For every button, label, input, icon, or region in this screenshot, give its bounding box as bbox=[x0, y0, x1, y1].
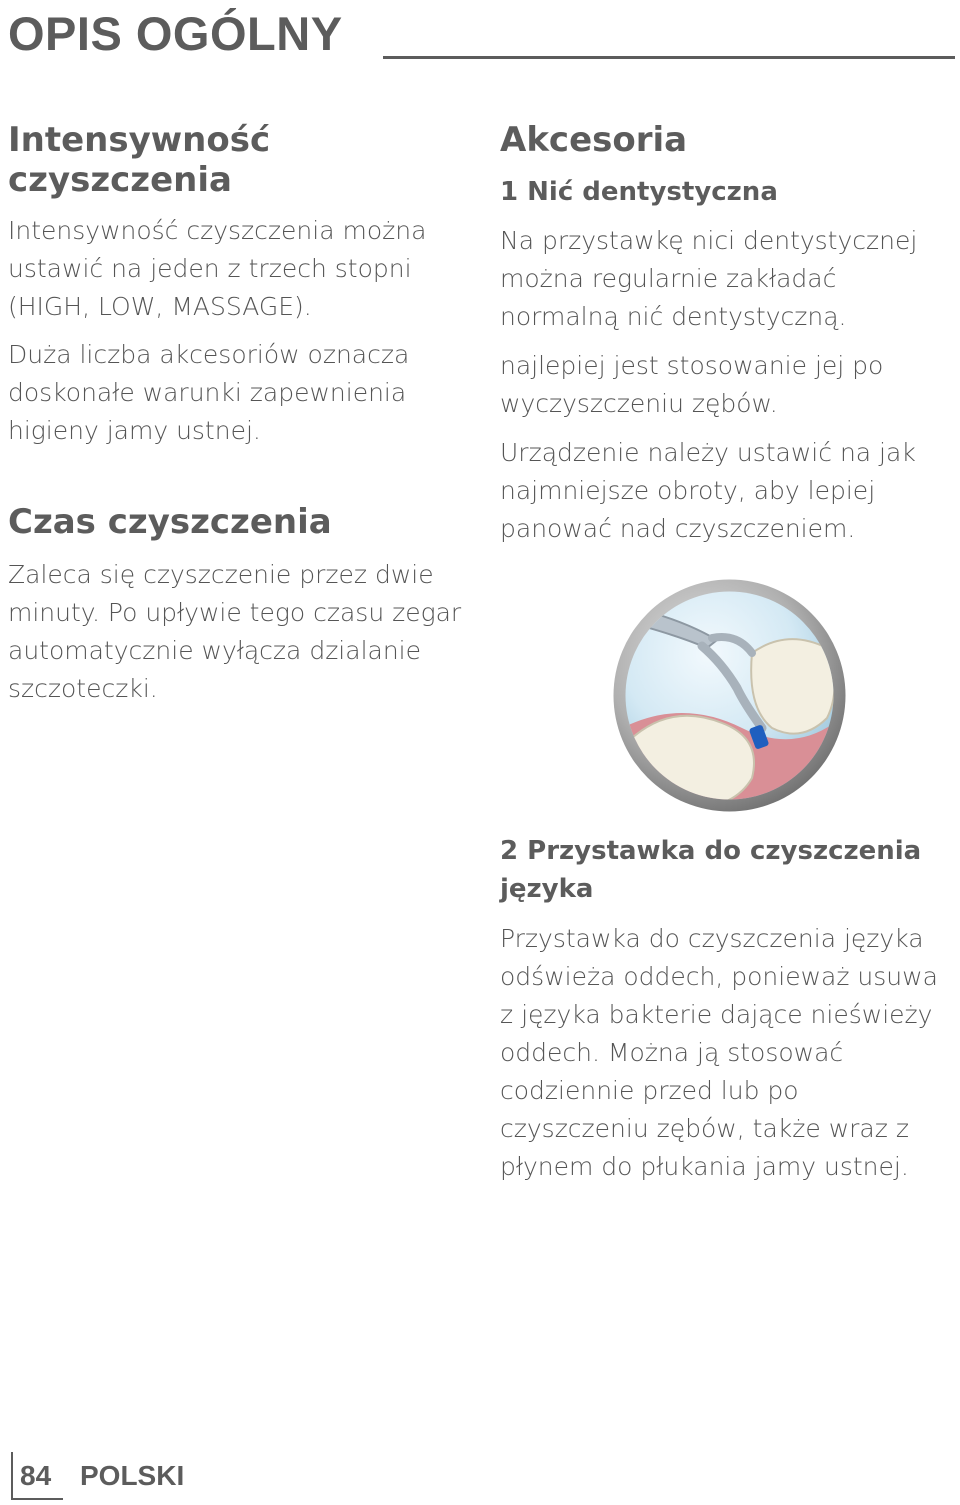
floss-illustration-svg bbox=[612, 578, 847, 813]
floss-paragraph-1: Na przystawkę nici dentystycznej można regularnie zakładać normalną nić dentystyczną. bbox=[500, 226, 918, 331]
floss-paragraph-2: najlepiej jest stosowanie jej po wyczyszczeniu zębów. bbox=[500, 351, 884, 418]
floss-paragraph-3: Urządzenie należy ustawić na jak najmniejsze obroty, aby lepiej panować nad czyszczeniem. bbox=[500, 438, 916, 543]
language-label: POLSKI bbox=[80, 1460, 185, 1491]
section-title-intensity: Intensywność czyszczenia bbox=[8, 120, 271, 200]
section-title-accessories: Akcesoria bbox=[500, 120, 688, 160]
intensity-paragraph-1: Intensywność czyszczenia można ustawić na jeden z trzech stopni (HIGH, LOW, MASSAGE). bbox=[8, 216, 427, 321]
floss-subtitle: 1 Nić dentystyczna bbox=[500, 177, 778, 207]
tongue-cleaner-subtitle: 2 Przystawka do czyszczenia języka bbox=[500, 836, 922, 904]
page-number: 84 bbox=[20, 1460, 52, 1491]
page-title: OPIS OGÓLNY bbox=[8, 7, 343, 60]
intensity-paragraph-2: Duża liczba akcesoriów oznacza doskonałe warunki zapewnienia higieny jamy ustnej. bbox=[8, 340, 410, 445]
tooth-upper bbox=[751, 639, 834, 734]
footer-bar bbox=[11, 1452, 13, 1500]
dental-floss-illustration bbox=[612, 578, 847, 813]
footer-underline bbox=[11, 1498, 63, 1500]
title-rule bbox=[383, 56, 955, 59]
tongue-cleaner-paragraph: Przystawka do czyszczenia języka odświeża oddech, ponieważ usuwa z języka bakterie dające nieświeży oddech. Można ją stosować codziennie przed lub po czyszczeniu zębów, także wraz z płynem do płukania jamy ustnej. bbox=[500, 924, 938, 1181]
section-title-time: Czas czyszczenia bbox=[8, 502, 332, 542]
time-paragraph: Zaleca się czyszczenie przez dwie minuty. Po upływie tego czasu zegar automatycznie wyłącza dzialanie szczoteczki. bbox=[8, 560, 462, 703]
